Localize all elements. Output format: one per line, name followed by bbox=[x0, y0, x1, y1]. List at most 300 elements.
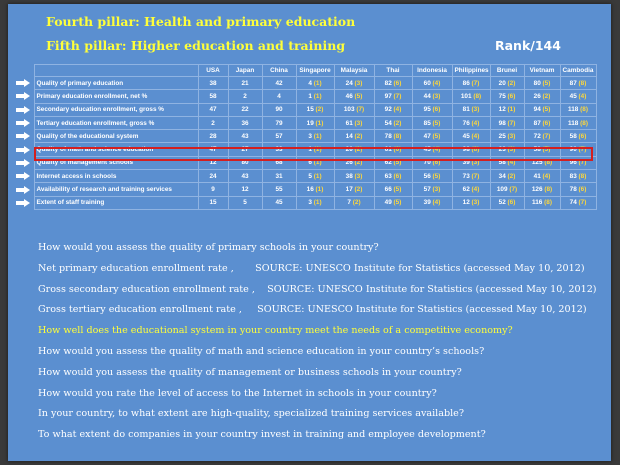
cell-asean-rank: (6) bbox=[507, 199, 516, 207]
row-label: Primary education enrollment, net % bbox=[34, 90, 198, 103]
cell-value: 78 bbox=[569, 186, 577, 194]
column-header-brunei: Brunei bbox=[490, 65, 524, 77]
cell-asean-rank: (5) bbox=[542, 79, 551, 87]
table-row bbox=[12, 196, 596, 209]
cell-value: 14 bbox=[345, 132, 353, 140]
cell-cambodia bbox=[560, 170, 596, 183]
cell-asean-rank: (2) bbox=[542, 92, 551, 100]
cell-cambodia bbox=[560, 116, 596, 129]
cell-asean-rank: (7) bbox=[542, 132, 551, 140]
cell-value: 45 bbox=[423, 146, 431, 154]
cell-value: 25 bbox=[498, 132, 506, 140]
cell-asean-rank: (3) bbox=[471, 159, 480, 167]
rank-label: Rank/144 bbox=[495, 38, 561, 53]
cell-value: 98 bbox=[462, 146, 470, 154]
cell-asean-rank: (4) bbox=[393, 106, 402, 114]
cell-asean-rank: (1) bbox=[313, 132, 322, 140]
cell-value: 81 bbox=[462, 106, 470, 114]
cell-asean-rank: (2) bbox=[315, 106, 324, 114]
cell-philippines bbox=[452, 170, 490, 183]
cell-value: 82 bbox=[384, 79, 392, 87]
cell-asean-rank: (1) bbox=[313, 79, 322, 87]
cell-value: 9 bbox=[211, 186, 215, 194]
question-line: How would you assess the quality of math and science education in your country’s schools? bbox=[38, 346, 485, 357]
cell-value: 54 bbox=[384, 119, 392, 127]
question-line: How would you assess the quality of management or business schools in your country? bbox=[38, 366, 462, 378]
cell-value: 109 bbox=[496, 186, 508, 194]
cell-value: 90 bbox=[275, 106, 283, 114]
table-row bbox=[12, 90, 596, 103]
cell-asean-rank: (2) bbox=[354, 146, 363, 154]
question-line: Gross tertiary education enrollment rate , SOURCE: UNESCO Institute for Statistics (accessed May 10, 2012) bbox=[38, 304, 587, 316]
table-row bbox=[12, 183, 596, 196]
table-body bbox=[12, 77, 596, 210]
cell-value: 43 bbox=[241, 172, 249, 180]
question-line: How well does the educational system in your country meet the needs of a competitive economy? bbox=[38, 325, 513, 337]
arrow-right-icon bbox=[16, 199, 30, 207]
cell-cambodia bbox=[560, 90, 596, 103]
cell-value: 95 bbox=[423, 106, 431, 114]
cell-asean-rank: (1) bbox=[313, 172, 322, 180]
cell-asean-rank: (4) bbox=[471, 119, 480, 127]
cell-indonesia bbox=[412, 183, 452, 196]
cell-japan bbox=[228, 77, 262, 90]
cell-usa bbox=[198, 183, 228, 196]
cell-asean-rank: (2) bbox=[507, 172, 516, 180]
cell-cambodia bbox=[560, 196, 596, 209]
cell-asean-rank: (4) bbox=[542, 172, 551, 180]
cell-china bbox=[262, 90, 296, 103]
row-label: Quality of math and science education bbox=[34, 143, 198, 156]
cell-china bbox=[262, 116, 296, 129]
cell-japan bbox=[228, 183, 262, 196]
cell-asean-rank: (8) bbox=[580, 119, 588, 127]
cell-value: 49 bbox=[384, 199, 392, 207]
cell-asean-rank: (6) bbox=[393, 146, 402, 154]
cell-singapore bbox=[296, 90, 334, 103]
cell-vietnam bbox=[524, 103, 560, 116]
cell-japan bbox=[228, 103, 262, 116]
cell-usa bbox=[198, 103, 228, 116]
cell-asean-rank: (5) bbox=[393, 186, 402, 194]
cell-value: 23 bbox=[498, 146, 506, 154]
row-arrow-cell bbox=[12, 170, 34, 183]
cell-value: 39 bbox=[423, 199, 431, 207]
cell-brunei bbox=[490, 77, 524, 90]
cell-asean-rank: (3) bbox=[507, 146, 516, 154]
cell-indonesia bbox=[412, 170, 452, 183]
cell-brunei bbox=[490, 183, 524, 196]
cell-asean-rank: (3) bbox=[354, 172, 363, 180]
cell-malaysia bbox=[334, 130, 374, 143]
cell-brunei bbox=[490, 116, 524, 129]
cell-value: 47 bbox=[423, 132, 431, 140]
cell-value: 12 bbox=[498, 106, 506, 114]
cell-cambodia bbox=[560, 183, 596, 196]
cell-vietnam bbox=[524, 170, 560, 183]
cell-value: 38 bbox=[209, 79, 217, 87]
cell-value: 20 bbox=[345, 146, 353, 154]
cell-asean-rank: (4) bbox=[432, 146, 441, 154]
cell-asean-rank: (2) bbox=[354, 159, 363, 167]
cell-thai bbox=[374, 130, 412, 143]
table-row bbox=[12, 170, 596, 183]
question-line: How would you assess the quality of primary schools in your country? bbox=[38, 242, 379, 253]
table-row bbox=[12, 130, 596, 143]
cell-asean-rank: (5) bbox=[432, 132, 441, 140]
column-header-philippines: Philippines bbox=[452, 65, 490, 77]
cell-singapore bbox=[296, 77, 334, 90]
cell-value: 60 bbox=[423, 79, 431, 87]
cell-value: 4 bbox=[277, 92, 281, 100]
row-arrow-cell bbox=[12, 90, 34, 103]
cell-value: 2 bbox=[243, 92, 247, 100]
cell-japan bbox=[228, 116, 262, 129]
cell-value: 70 bbox=[423, 159, 431, 167]
cell-china bbox=[262, 196, 296, 209]
cell-value: 3 bbox=[308, 199, 312, 207]
cell-value: 97 bbox=[384, 92, 392, 100]
cell-thai bbox=[374, 183, 412, 196]
cell-value: 12 bbox=[241, 186, 249, 194]
cell-value: 43 bbox=[241, 132, 249, 140]
cell-asean-rank: (7) bbox=[578, 199, 587, 207]
row-arrow-cell bbox=[12, 196, 34, 209]
cell-value: 24 bbox=[209, 172, 217, 180]
cell-japan bbox=[228, 130, 262, 143]
cell-usa bbox=[198, 130, 228, 143]
cell-brunei bbox=[490, 130, 524, 143]
cell-asean-rank: (3) bbox=[507, 132, 516, 140]
cell-value: 15 bbox=[209, 199, 217, 207]
cell-asean-rank: (5) bbox=[432, 119, 441, 127]
cell-value: 78 bbox=[384, 132, 392, 140]
cell-asean-rank: (3) bbox=[432, 92, 441, 100]
cell-philippines bbox=[452, 183, 490, 196]
cell-value: 66 bbox=[384, 186, 392, 194]
cell-value: 45 bbox=[569, 92, 577, 100]
row-arrow-cell bbox=[12, 156, 34, 169]
question-line: Net primary education enrollment rate , SOURCE: UNESCO Institute for Statistics (accessed May 10, 2012) bbox=[38, 262, 585, 274]
cell-asean-rank: (1) bbox=[313, 199, 322, 207]
row-arrow-cell bbox=[12, 103, 34, 116]
cell-indonesia bbox=[412, 196, 452, 209]
cell-asean-rank: (5) bbox=[393, 159, 402, 167]
cell-value: 79 bbox=[275, 119, 283, 127]
cell-value: 103 bbox=[343, 106, 355, 114]
cell-value: 98 bbox=[498, 119, 506, 127]
cell-philippines bbox=[452, 116, 490, 129]
row-arrow-cell bbox=[12, 143, 34, 156]
cell-value: 63 bbox=[384, 172, 392, 180]
cell-value: 87 bbox=[533, 119, 541, 127]
cell-malaysia bbox=[334, 103, 374, 116]
cell-value: 17 bbox=[345, 186, 353, 194]
cell-asean-rank: (8) bbox=[393, 132, 402, 140]
cell-asean-rank: (1) bbox=[315, 186, 324, 194]
cell-value: 7 bbox=[347, 199, 351, 207]
cell-thai bbox=[374, 103, 412, 116]
cell-singapore bbox=[296, 196, 334, 209]
cell-value: 47 bbox=[209, 106, 217, 114]
cell-value: 57 bbox=[423, 186, 431, 194]
cell-value: 12 bbox=[209, 159, 217, 167]
ranking-table bbox=[12, 64, 597, 210]
cell-asean-rank: (2) bbox=[393, 119, 402, 127]
cell-value: 118 bbox=[568, 106, 579, 114]
question-line: To what extent do companies in your country invest in training and employee development? bbox=[38, 429, 486, 441]
cell-thai bbox=[374, 77, 412, 90]
cell-asean-rank: (3) bbox=[471, 106, 480, 114]
cell-philippines bbox=[452, 130, 490, 143]
cell-cambodia bbox=[560, 103, 596, 116]
cell-thai bbox=[374, 116, 412, 129]
cell-value: 19 bbox=[306, 119, 314, 127]
arrow-right-icon bbox=[16, 79, 30, 87]
cell-value: 116 bbox=[532, 199, 543, 207]
cell-singapore bbox=[296, 130, 334, 143]
cell-malaysia bbox=[334, 116, 374, 129]
cell-value: 61 bbox=[384, 146, 392, 154]
cell-indonesia bbox=[412, 103, 452, 116]
cell-value: 83 bbox=[569, 172, 577, 180]
cell-asean-rank: (5) bbox=[393, 199, 402, 207]
cell-philippines bbox=[452, 77, 490, 90]
cell-value: 62 bbox=[384, 159, 392, 167]
cell-asean-rank: (8) bbox=[578, 172, 587, 180]
cell-philippines bbox=[452, 196, 490, 209]
cell-value: 15 bbox=[306, 106, 314, 114]
cell-value: 20 bbox=[498, 79, 506, 87]
cell-thai bbox=[374, 170, 412, 183]
cell-asean-rank: (7) bbox=[393, 92, 402, 100]
cell-china bbox=[262, 130, 296, 143]
cell-vietnam bbox=[524, 130, 560, 143]
highlight-box bbox=[34, 147, 593, 161]
cell-asean-rank: (7) bbox=[578, 159, 587, 167]
cell-value: 2 bbox=[211, 119, 215, 127]
column-header-cambodia: Cambodia bbox=[560, 65, 596, 77]
cell-value: 24 bbox=[345, 79, 353, 87]
cell-thai bbox=[374, 196, 412, 209]
cell-value: 36 bbox=[241, 119, 249, 127]
cell-value: 94 bbox=[533, 106, 541, 114]
cell-asean-rank: (8) bbox=[471, 146, 480, 154]
cell-asean-rank: (7) bbox=[471, 79, 480, 87]
column-header-japan: Japan bbox=[228, 65, 262, 77]
cell-value: 21 bbox=[241, 79, 249, 87]
cell-value: 90 bbox=[569, 146, 577, 154]
cell-value: 38 bbox=[345, 172, 353, 180]
arrow-right-icon bbox=[16, 119, 30, 127]
cell-value: 85 bbox=[423, 119, 431, 127]
cell-value: 39 bbox=[462, 159, 470, 167]
question-line: In your country, to what extent are high-quality, specialized training services available? bbox=[38, 408, 464, 420]
cell-asean-rank: (7) bbox=[578, 146, 587, 154]
cell-indonesia bbox=[412, 90, 452, 103]
cell-thai bbox=[374, 90, 412, 103]
cell-singapore bbox=[296, 116, 334, 129]
cell-asean-rank: (4) bbox=[471, 186, 480, 194]
cell-china bbox=[262, 77, 296, 90]
cell-singapore bbox=[296, 103, 334, 116]
arrow-right-icon bbox=[16, 146, 30, 154]
question-line: Gross secondary education enrollment rate , SOURCE: UNESCO Institute for Statistics (accessed May 10, 2012) bbox=[38, 283, 597, 295]
cell-malaysia bbox=[334, 90, 374, 103]
cell-usa bbox=[198, 116, 228, 129]
cell-asean-rank: (6) bbox=[432, 106, 441, 114]
cell-value: 56 bbox=[423, 172, 431, 180]
arrow-header-cell bbox=[12, 65, 34, 77]
row-arrow-cell bbox=[12, 130, 34, 143]
cell-value: 118 bbox=[568, 119, 579, 127]
cell-asean-rank: (4) bbox=[432, 199, 441, 207]
cell-asean-rank: (8) bbox=[544, 159, 553, 167]
arrow-right-icon bbox=[16, 106, 30, 114]
cell-asean-rank: (1) bbox=[507, 106, 516, 114]
cell-value: 41 bbox=[533, 172, 541, 180]
cell-malaysia bbox=[334, 183, 374, 196]
cell-value: 73 bbox=[462, 172, 470, 180]
table-row bbox=[12, 77, 596, 90]
cell-philippines bbox=[452, 103, 490, 116]
column-header-indonesia: Indonesia bbox=[412, 65, 452, 77]
cell-value: 45 bbox=[275, 199, 283, 207]
row-label: Availability of research and training services bbox=[34, 183, 198, 196]
row-arrow-cell bbox=[12, 116, 34, 129]
cell-value: 58 bbox=[569, 132, 577, 140]
cell-value: 76 bbox=[462, 119, 470, 127]
cell-indonesia bbox=[412, 130, 452, 143]
column-header-thai: Thai bbox=[374, 65, 412, 77]
cell-value: 62 bbox=[462, 186, 470, 194]
cell-china bbox=[262, 103, 296, 116]
cell-value: 80 bbox=[533, 79, 541, 87]
cell-value: 1 bbox=[308, 146, 312, 154]
cell-value: 46 bbox=[345, 92, 353, 100]
cell-asean-rank: (2) bbox=[354, 186, 363, 194]
cell-value: 92 bbox=[384, 106, 392, 114]
cell-value: 26 bbox=[345, 159, 353, 167]
cell-value: 22 bbox=[241, 106, 249, 114]
column-header-malaysia: Malaysia bbox=[334, 65, 374, 77]
cell-vietnam bbox=[524, 90, 560, 103]
cell-value: 75 bbox=[498, 92, 506, 100]
cell-asean-rank: (5) bbox=[542, 146, 551, 154]
cell-asean-rank: (6) bbox=[393, 79, 402, 87]
cell-singapore bbox=[296, 183, 334, 196]
table-header-row bbox=[12, 65, 596, 77]
column-header-china: China bbox=[262, 65, 296, 77]
cell-japan bbox=[228, 170, 262, 183]
cell-value: 31 bbox=[275, 172, 283, 180]
column-header-singapore: Singapore bbox=[296, 65, 334, 77]
cell-asean-rank: (7) bbox=[356, 106, 365, 114]
cell-asean-rank: (2) bbox=[507, 79, 516, 87]
cell-asean-rank: (5) bbox=[542, 106, 551, 114]
row-arrow-cell bbox=[12, 183, 34, 196]
cell-value: 1 bbox=[308, 92, 312, 100]
cell-asean-rank: (4) bbox=[432, 79, 441, 87]
cell-vietnam bbox=[524, 77, 560, 90]
cell-value: 47 bbox=[209, 146, 217, 154]
cell-asean-rank: (3) bbox=[354, 119, 363, 127]
cell-value: 58 bbox=[209, 92, 217, 100]
cell-brunei bbox=[490, 90, 524, 103]
cell-asean-rank: (7) bbox=[507, 119, 516, 127]
column-header-usa: USA bbox=[198, 65, 228, 77]
row-label: Quality of management schools bbox=[34, 156, 198, 169]
cell-value: 45 bbox=[462, 132, 470, 140]
cell-vietnam bbox=[524, 183, 560, 196]
cell-philippines bbox=[452, 90, 490, 103]
cell-asean-rank: (7) bbox=[471, 172, 480, 180]
cell-asean-rank: (8) bbox=[473, 92, 482, 100]
cell-value: 26 bbox=[533, 92, 541, 100]
cell-asean-rank: (6) bbox=[542, 119, 551, 127]
row-label: Quality of primary education bbox=[34, 77, 198, 90]
table-row bbox=[12, 103, 596, 116]
cell-value: 44 bbox=[423, 92, 431, 100]
cell-brunei bbox=[490, 103, 524, 116]
cell-china bbox=[262, 183, 296, 196]
cell-asean-rank: (5) bbox=[432, 172, 441, 180]
cell-japan bbox=[228, 196, 262, 209]
cell-value: 12 bbox=[462, 199, 470, 207]
cell-value: 101 bbox=[460, 92, 472, 100]
cell-asean-rank: (4) bbox=[578, 92, 587, 100]
cell-value: 74 bbox=[569, 199, 577, 207]
arrow-right-icon bbox=[16, 132, 30, 140]
cell-value: 96 bbox=[569, 159, 577, 167]
cell-value: 33 bbox=[275, 146, 283, 154]
cell-value: 4 bbox=[308, 79, 312, 87]
arrow-right-icon bbox=[16, 92, 30, 100]
row-label: Quality of the educational system bbox=[34, 130, 198, 143]
cell-cambodia bbox=[560, 130, 596, 143]
cell-value: 58 bbox=[533, 146, 541, 154]
cell-usa bbox=[198, 90, 228, 103]
cell-asean-rank: (1) bbox=[313, 146, 322, 154]
cell-asean-rank: (6) bbox=[393, 172, 402, 180]
arrow-right-icon bbox=[16, 172, 30, 180]
cell-value: 80 bbox=[241, 159, 249, 167]
cell-usa bbox=[198, 196, 228, 209]
cell-value: 34 bbox=[498, 172, 506, 180]
cell-indonesia bbox=[412, 77, 452, 90]
cell-china bbox=[262, 170, 296, 183]
cell-asean-rank: (4) bbox=[471, 132, 480, 140]
cell-asean-rank: (1) bbox=[313, 92, 322, 100]
cell-brunei bbox=[490, 196, 524, 209]
question-line: How would you rate the level of access to the Internet in schools in your country? bbox=[38, 387, 437, 399]
cell-asean-rank: (1) bbox=[313, 159, 322, 167]
cell-value: 42 bbox=[275, 79, 283, 87]
cell-asean-rank: (6) bbox=[578, 132, 587, 140]
cell-value: 86 bbox=[462, 79, 470, 87]
cell-asean-rank: (8) bbox=[578, 79, 587, 87]
cell-asean-rank: (5) bbox=[354, 92, 363, 100]
cell-asean-rank: (1) bbox=[315, 119, 324, 127]
cell-asean-rank: (8) bbox=[544, 199, 552, 207]
arrow-right-icon bbox=[16, 186, 30, 194]
slide bbox=[8, 4, 611, 461]
cell-value: 16 bbox=[306, 186, 314, 194]
cell-asean-rank: (3) bbox=[471, 199, 480, 207]
cell-value: 28 bbox=[209, 132, 217, 140]
cell-asean-rank: (6) bbox=[432, 159, 441, 167]
cell-japan bbox=[228, 90, 262, 103]
